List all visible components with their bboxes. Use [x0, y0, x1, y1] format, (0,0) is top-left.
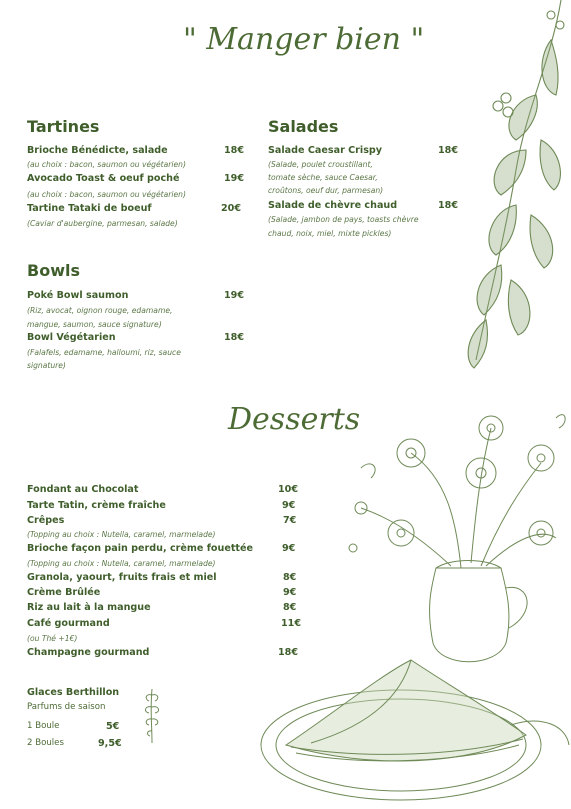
menu-item-desc: (Topping au choix : Nutella, caramel, marmelade)	[27, 559, 216, 568]
menu-item-name: Brioche façon pain perdu, crème fouettée	[27, 543, 254, 554]
menu-item-price: 10€	[278, 484, 299, 495]
menu-item-name: Crème Brûlée	[27, 587, 101, 598]
menu-item-desc: (Riz, avocat, oignon rouge, edamame,	[27, 306, 173, 315]
menu-item-desc: mangue, saumon, sauce signature)	[27, 320, 162, 329]
menu-item-price: 18€	[438, 145, 459, 156]
menu-item-price: 18€	[278, 647, 299, 658]
menu-item-desc: (ou Thé +1€)	[27, 634, 78, 643]
menu-item-price: 11€	[281, 618, 302, 629]
menu-item-name: Poké Bowl saumon	[27, 290, 129, 301]
menu-item-price: 7€	[283, 515, 297, 526]
menu-item-desc: (au choix : bacon, saumon ou végétarien)	[27, 190, 186, 199]
section-heading-salades: Salades	[268, 117, 339, 136]
menu-item-price: 19€	[224, 173, 245, 184]
menu-item-name: Café gourmand	[27, 618, 110, 629]
menu-item-price: 18€	[224, 145, 245, 156]
menu-item-desc: tomate sèche, sauce Caesar,	[268, 173, 378, 182]
menu-item-desc: (Salade, poulet croustillant,	[268, 160, 373, 169]
menu-item-name: Tartine Tataki de boeuf	[27, 203, 152, 214]
menu-item-name: Granola, yaourt, fruits frais et miel	[27, 572, 217, 583]
glaces-heading: Glaces Berthillon	[27, 687, 120, 698]
menu-item-desc: (Caviar d'aubergine, parmesan, salade)	[27, 219, 178, 228]
menu-item-price: 9€	[282, 500, 296, 511]
glaces-option-label: 2 Boules	[27, 738, 64, 748]
menu-item-name: Salade de chèvre chaud	[268, 200, 398, 211]
menu-item-name: Champagne gourmand	[27, 647, 150, 658]
leafy-vine-illustration-icon	[456, 0, 571, 380]
menu-item-price: 19€	[224, 290, 245, 301]
section-heading-desserts: Desserts	[228, 402, 361, 437]
menu-item-price: 8€	[283, 602, 297, 613]
menu-item-name: Avocado Toast & oeuf poché	[27, 173, 180, 184]
menu-title: " Manger bien "	[183, 22, 425, 57]
menu-item-desc: signature)	[27, 361, 66, 370]
section-heading-tartines: Tartines	[27, 117, 100, 136]
menu-item-name: Riz au lait à la mangue	[27, 602, 151, 613]
menu-item-name: Brioche Bénédicte, salade	[27, 145, 168, 156]
glaces-option-price: 5€	[106, 721, 120, 732]
menu-item-desc: (Salade, jambon de pays, toasts chèvre	[268, 215, 419, 224]
menu-item-desc: (au choix : bacon, saumon ou végétarien)	[27, 160, 186, 169]
menu-item-desc: (Falafels, edamame, halloumi, riz, sauce	[27, 348, 181, 357]
menu-item-name: Salade Caesar Crispy	[268, 145, 383, 156]
ice-cream-sprig-icon	[140, 685, 164, 745]
menu-item-price: 9€	[283, 587, 297, 598]
menu-item-price: 8€	[283, 572, 297, 583]
menu-item-name: Bowl Végétarien	[27, 332, 116, 343]
crepe-plate-illustration-icon	[251, 655, 571, 805]
menu-item-price: 9€	[282, 543, 296, 554]
menu-item-price: 20€	[221, 203, 242, 214]
menu-item-name: Tarte Tatin, crème fraîche	[27, 500, 166, 511]
menu-item-desc: (Topping au choix : Nutella, caramel, marmelade)	[27, 530, 216, 539]
glaces-option-label: 1 Boule	[27, 721, 60, 731]
glaces-option-price: 9,5€	[98, 738, 122, 749]
glaces-subtitle: Parfums de saison	[27, 702, 106, 712]
flower-vase-illustration-icon	[341, 398, 571, 678]
menu-item-name: Fondant au Chocolat	[27, 484, 139, 495]
menu-item-price: 18€	[224, 332, 245, 343]
menu-item-price: 18€	[438, 200, 459, 211]
menu-item-name: Crêpes	[27, 515, 65, 526]
menu-item-desc: croûtons, oeuf dur, parmesan)	[268, 186, 384, 195]
menu-item-desc: chaud, noix, miel, mixte pickles)	[268, 229, 392, 238]
section-heading-bowls: Bowls	[27, 261, 80, 280]
